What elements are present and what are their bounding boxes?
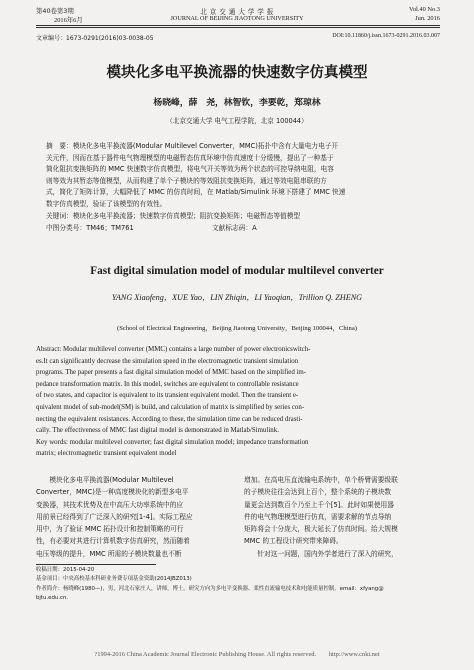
header-issue: 第40卷第3期 <box>36 7 74 15</box>
abstract-en-line: Abstract: Modular multilevel converter (MMC) contains a large number of power electronicswitch- <box>36 346 311 353</box>
footnote-rule <box>36 564 156 565</box>
abstract-zh-line: 则等效为其暂态等值模型，从而构建了单个子模块的等效阻抗变换矩阵，通过等效电阻串联的方 <box>46 176 327 185</box>
clc-number: 中图分类号：TM46；TM761 <box>46 224 134 232</box>
abstract-en-line: quivalent model of sub-model(SM) is build, and calculation of matrix is simplified by series con- <box>36 403 305 411</box>
body-line: 变换器，其技术优势及在中高压大功率系统中的应 <box>36 500 184 509</box>
header-volume: Vol.40 No.3 <box>409 6 440 13</box>
keywords-zh: 关键词：模块化多电平换流器；快速数字仿真模型；阻抗变换矩阵；电磁暂态等值模型 <box>46 212 301 220</box>
article-number: 文章编号：1673-0291(2016)03-0038-05 <box>36 35 154 42</box>
body-line: 的子模块往往会达到上百个，整个系统的子模块数 <box>244 488 392 497</box>
footnote-author: 作者简介：杨晓峰(1980—)，男，河北石家庄人，讲师，博士。研究方向为多电平变换器、柔性直流输电技术和电能质量控制。email：xfyang@ <box>36 585 384 592</box>
abstract-en-line: of two states, and capacitor is equivalent to its transient equivalent model. Then the transient e- <box>36 392 299 400</box>
body-line: 性，有必要对其进行计算机数字仿真研究，然而随着 <box>36 537 190 546</box>
body-line: 量更会达到数百个乃至上千个[5]。此时如果使用器 <box>244 500 394 509</box>
body-column-right <box>244 474 442 560</box>
abstract-en-line: cally. The effectiveness of MMC fast digital model is demonstrated in Matlab/Simulink. <box>36 427 279 435</box>
body-line: 增加。在高电压直流输电系统中，单个桥臂需要级联 <box>244 476 398 484</box>
body-line: MMC 的工程设计研究带来障碍。 <box>244 537 343 546</box>
footnote-received: 收稿日期：2015-04-20 <box>36 567 95 573</box>
document-code: 文献标志码：A <box>212 224 257 232</box>
keywords-en-line: matrix; electromagnetic transient equivalent model <box>36 450 177 458</box>
header-month: Jun. 2016 <box>415 15 440 22</box>
abstract-zh-line: 数字仿真模型，验证了该模型的有效性。 <box>46 199 167 208</box>
header-rule-top <box>36 25 440 26</box>
authors-zh: 杨晓峰，薛 尧，林智钦，李要乾，郑琼林 <box>153 98 321 108</box>
body-line: 用中，为了验证 MMC 拓扑设计和控制策略的可行 <box>36 525 184 534</box>
abstract-zh-line: 简化阻抗变换矩阵的 MMC 快速数字仿真模型，将电气开关等效为两个状态的可控导纳电阻，电容 <box>46 165 334 173</box>
abstract-en-line: programs. The paper presents a fast digital simulation model of MMC based on the simplified im- <box>36 369 307 377</box>
title-zh: 模块化多电平换流器的快速数字仿真模型 <box>106 65 368 81</box>
header-rule-bottom <box>36 27 440 28</box>
journal-name-zh: 北 京 交 通 大 学 学 报 <box>200 8 274 16</box>
copyright-line: ?1994-2016 China Academic Journal Electronic Publishing House. All rights reserved. http://www.cnki.net <box>94 651 380 658</box>
body-line: 矩阵将会十分庞大，极大延长了仿真时间。给大规模 <box>244 525 398 534</box>
abstract-zh-line: 关元件，因而在基于器件电气物理模型的电磁暂态仿真环境中仿真速度十分缓慢，提出了一种基于 <box>46 153 334 162</box>
affiliation-en: (School of Electrical Engineering，Beijing Jiaotong University，Beijing 100044，China) <box>117 325 357 332</box>
affiliation-zh: （北京交通大学 电气工程学院，北京 100044） <box>166 117 308 125</box>
doi: DOI:10.11860/j.issn.1673-0291.2016.03.007 <box>332 33 440 39</box>
abstract-en-line: necting the equivalent resistances. According to these, the simulation time can be reduced drasti- <box>36 415 303 423</box>
body-line: 电压等级的提升，MMC 所需的子模块数量也不断 <box>36 549 182 558</box>
abstract-en-line: pedance transformation matrix. In this model, switches are equivalent to controllable resistance <box>36 380 299 388</box>
abstract-en-line: es.It can significantly decrease the simulation speed in the electromagnetic transient simulation <box>36 357 299 365</box>
body-line: 件的电气物理模型进行仿真，需要求解的节点导纳 <box>244 512 392 521</box>
abstract-zh-line: 式，简化了矩阵计算，大幅降低了 MMC 的仿真时间，在 Matlab/Simulink 环境下搭建了 MMC 快速 <box>46 188 346 196</box>
journal-name-en: JOURNAL OF BEIJING JIAOTONG UNIVERSITY <box>170 15 304 22</box>
keywords-en-line: Key words: modular multilevel converter; fast digital simulation model; impedance transformation <box>36 438 309 446</box>
title-en: Fast digital simulation model of modular multilevel converter <box>90 265 384 277</box>
abstract-zh <box>46 141 432 210</box>
footnote-email: bjtu.edu.cn. <box>36 595 69 602</box>
body-column-left <box>36 474 232 560</box>
body-line: 模块化多电平换流器(Modular Multilevel <box>36 476 174 484</box>
footnotes <box>36 566 440 604</box>
authors-en: YANG Xiaofeng，XUE Yao，LIN Zhiqin，LI Yaoqian，Trillion Q. ZHENG <box>111 293 363 302</box>
body-line: Converter，MMC)是一种高度模块化的新型多电平 <box>36 488 189 497</box>
footnote-fund: 基金项目：中央高校基本科研业务费专项基金资助(2014JBZ013) <box>36 576 192 583</box>
abstract-zh-line: 摘 要：模块化多电平换流器(Modular Multilevel Converter，MMC)拓扑中含有大量电力电子开 <box>46 142 339 150</box>
body-line: 用前景已经得到了广泛深入的研究[1-4]。实际工程应 <box>36 512 193 521</box>
body-line: 针对这一问题，国内外学者进行了深入的研究， <box>244 549 398 558</box>
header-date: 2016年6月 <box>54 17 83 24</box>
abstract-en <box>36 344 440 460</box>
